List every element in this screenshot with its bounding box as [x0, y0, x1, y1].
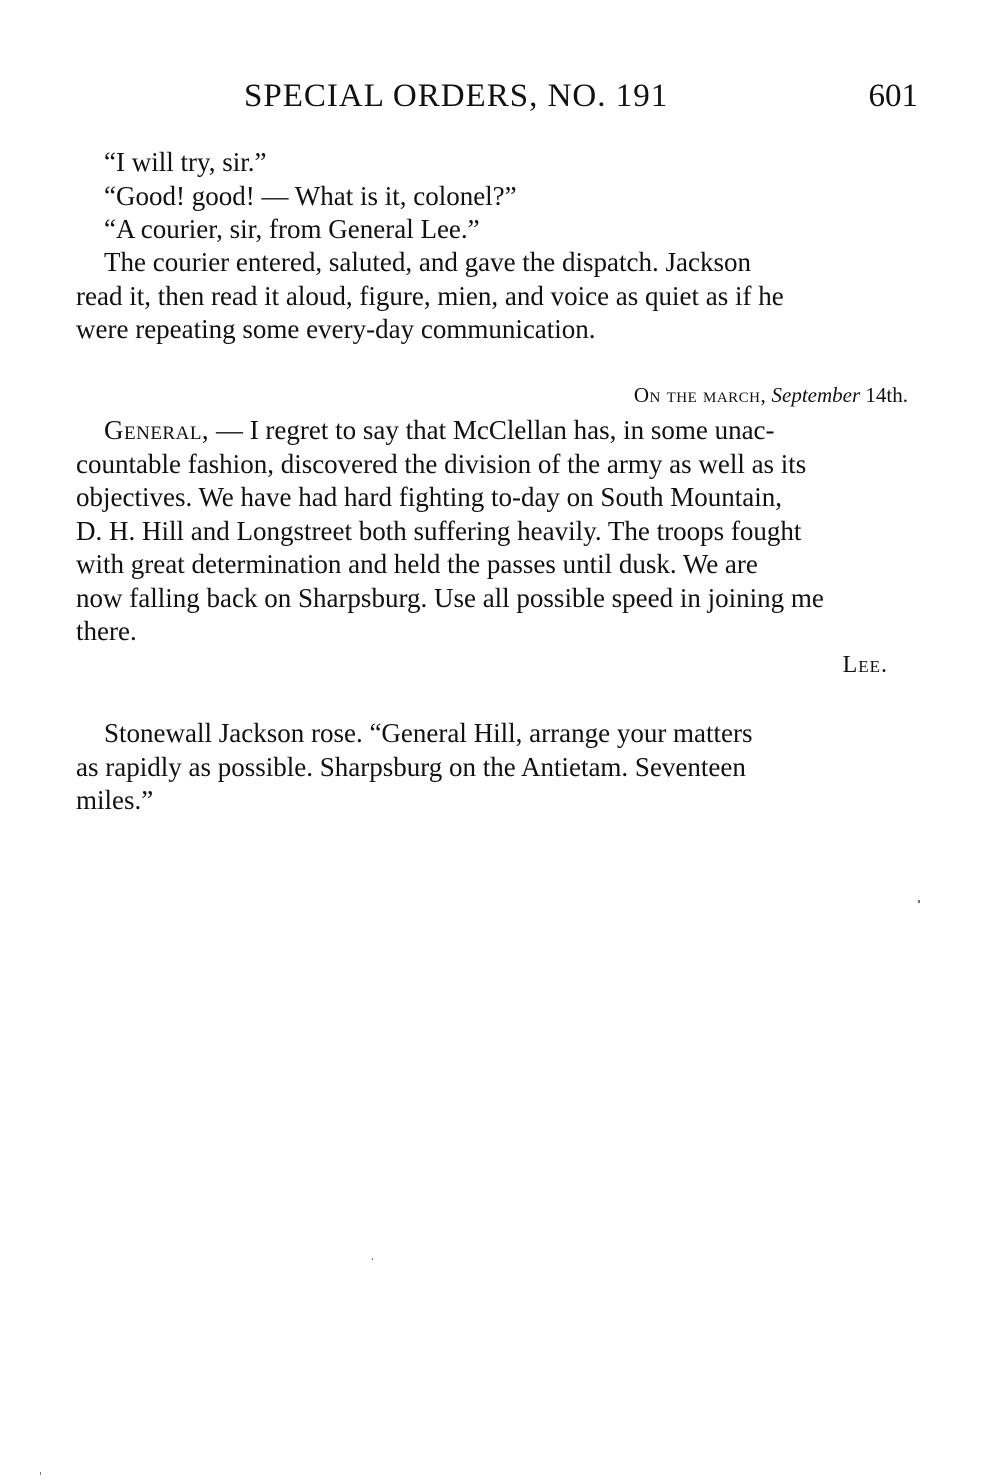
letter-body	[76, 414, 916, 649]
letter-line: now falling back on Sharpsburg. Use all possible speed in joining me	[76, 582, 824, 613]
page-number: 601	[868, 78, 918, 114]
dateline-place: On the march,	[633, 383, 767, 407]
letter-signature: Lee.	[842, 652, 888, 678]
paragraph-line: The courier entered, saluted, and gave the dispatch. Jackson	[104, 247, 751, 277]
paragraph-line: miles.”	[76, 785, 154, 815]
running-head: SPECIAL ORDERS, NO. 191	[244, 78, 669, 114]
dateline-month: September	[771, 383, 861, 407]
letter-line: with great determination and held the passes until dusk. We are	[76, 549, 758, 579]
dialogue-block	[76, 146, 916, 247]
letter-line: objectives. We have had hard fighting to-day on South Mountain,	[76, 482, 782, 512]
dateline-day: 14th.	[865, 383, 908, 407]
narrative-paragraph	[76, 246, 916, 347]
letter-line: countable fashion, discovered the division of the army as well as its	[76, 448, 807, 479]
paragraph-line: as rapidly as possible. Sharpsburg on the Antietam. Seventeen	[76, 751, 746, 782]
paragraph-line: Stonewall Jackson rose. “General Hill, arrange your matters	[104, 718, 753, 748]
letter-line	[76, 414, 916, 448]
scan-speck	[372, 1258, 373, 1260]
letter-dateline	[634, 380, 908, 410]
scan-speck	[40, 1472, 41, 1475]
letter-line: there.	[76, 616, 137, 646]
paragraph-line: read it, then read it aloud, figure, mien, and voice as quiet as if he	[76, 280, 784, 311]
paragraph-line: were repeating some every-day communication.	[76, 314, 596, 344]
closing-paragraph	[76, 717, 916, 818]
dialogue-line: “Good! good! — What is it, colonel?”	[104, 180, 517, 211]
dialogue-line: “I will try, sir.”	[104, 147, 267, 177]
letter-line-text: — I regret to say that McClellan has, in some unac-	[215, 415, 775, 445]
letter-line: D. H. Hill and Longstreet both suffering heavily. The troops fought	[76, 515, 802, 546]
dialogue-line: “A courier, sir, from General Lee.”	[104, 214, 480, 244]
letter-salutation: General,	[104, 415, 210, 445]
scan-speck	[918, 900, 920, 903]
